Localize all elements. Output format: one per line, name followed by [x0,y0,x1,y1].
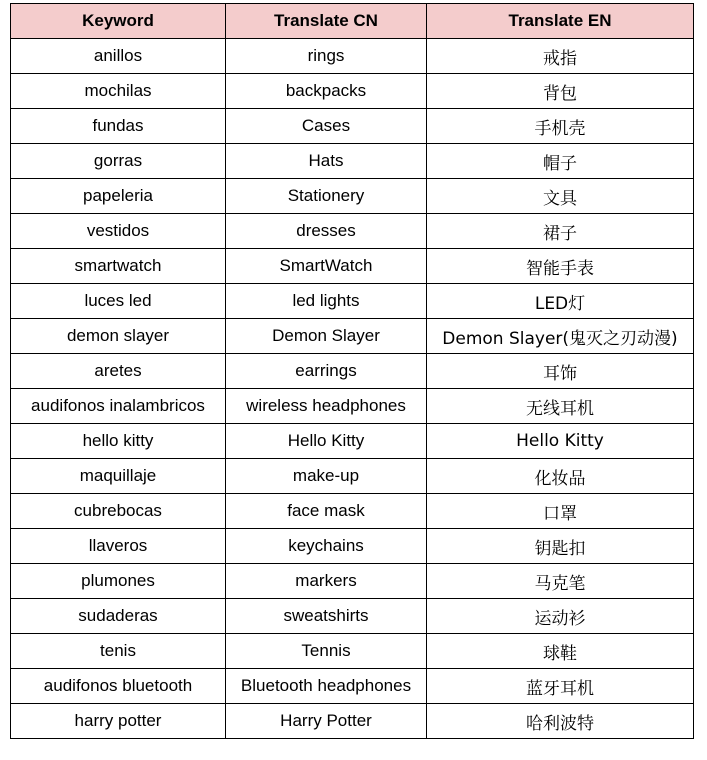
cell-keyword: audifonos bluetooth [11,669,226,704]
table-row [11,459,694,494]
cell-translate-en: 智能手表 [427,249,694,284]
cell-translate-en: 文具 [427,179,694,214]
cell-keyword: hello kitty [11,424,226,459]
cell-translate-en: 口罩 [427,494,694,529]
cell-keyword: tenis [11,634,226,669]
cell-translate-en: 哈利波特 [427,704,694,739]
keyword-translation-table [10,3,694,739]
cell-keyword: gorras [11,144,226,179]
cell-keyword: audifonos inalambricos [11,389,226,424]
cell-keyword: sudaderas [11,599,226,634]
cell-translate-cn: keychains [226,529,427,564]
table-row [11,284,694,319]
cell-translate-cn: wireless headphones [226,389,427,424]
cell-translate-cn: rings [226,39,427,74]
cell-translate-cn: Cases [226,109,427,144]
cell-keyword: mochilas [11,74,226,109]
keyword-translation-sheet [10,3,694,739]
table-row [11,564,694,599]
table-row [11,319,694,354]
cell-keyword: maquillaje [11,459,226,494]
table-row [11,529,694,564]
cell-translate-cn: sweatshirts [226,599,427,634]
cell-translate-cn: Hello Kitty [226,424,427,459]
cell-translate-en: 运动衫 [427,599,694,634]
cell-translate-en: 无线耳机 [427,389,694,424]
cell-translate-cn: Demon Slayer [226,319,427,354]
cell-keyword: cubrebocas [11,494,226,529]
table-row [11,494,694,529]
cell-translate-en: LED灯 [427,284,694,319]
cell-keyword: aretes [11,354,226,389]
cell-translate-cn: make-up [226,459,427,494]
cell-translate-en: 手机壳 [427,109,694,144]
cell-translate-cn: face mask [226,494,427,529]
cell-translate-cn: Stationery [226,179,427,214]
cell-translate-en: Demon Slayer(鬼灭之刃动漫) [427,319,694,354]
table-row [11,424,694,459]
cell-keyword: llaveros [11,529,226,564]
table-row [11,74,694,109]
header-translate-cn: Translate CN [226,4,427,39]
table-body [11,39,694,739]
cell-translate-en: 戒指 [427,39,694,74]
cell-translate-cn: led lights [226,284,427,319]
table-row [11,144,694,179]
cell-translate-cn: markers [226,564,427,599]
cell-translate-en: 球鞋 [427,634,694,669]
table-row [11,389,694,424]
cell-translate-en: 马克笔 [427,564,694,599]
table-row [11,179,694,214]
cell-keyword: demon slayer [11,319,226,354]
header-row [11,4,694,39]
cell-translate-cn: backpacks [226,74,427,109]
cell-keyword: harry potter [11,704,226,739]
cell-keyword: plumones [11,564,226,599]
cell-keyword: anillos [11,39,226,74]
cell-translate-cn: Harry Potter [226,704,427,739]
cell-keyword: luces led [11,284,226,319]
header-keyword: Keyword [11,4,226,39]
cell-translate-cn: Bluetooth headphones [226,669,427,704]
cell-keyword: papeleria [11,179,226,214]
cell-translate-en: 耳饰 [427,354,694,389]
cell-keyword: smartwatch [11,249,226,284]
table-row [11,214,694,249]
cell-translate-en: 帽子 [427,144,694,179]
cell-translate-cn: earrings [226,354,427,389]
cell-keyword: fundas [11,109,226,144]
cell-keyword: vestidos [11,214,226,249]
cell-translate-cn: SmartWatch [226,249,427,284]
table-row [11,39,694,74]
table-row [11,669,694,704]
cell-translate-cn: Tennis [226,634,427,669]
cell-translate-cn: Hats [226,144,427,179]
cell-translate-en: 化妆品 [427,459,694,494]
header-translate-en: Translate EN [427,4,694,39]
table-row [11,634,694,669]
table-row [11,109,694,144]
table-row [11,704,694,739]
cell-translate-en: 背包 [427,74,694,109]
cell-translate-en: 蓝牙耳机 [427,669,694,704]
cell-translate-en: 钥匙扣 [427,529,694,564]
table-row [11,249,694,284]
table-row [11,599,694,634]
cell-translate-en: 裙子 [427,214,694,249]
cell-translate-cn: dresses [226,214,427,249]
cell-translate-en: Hello Kitty [427,424,694,459]
table-row [11,354,694,389]
